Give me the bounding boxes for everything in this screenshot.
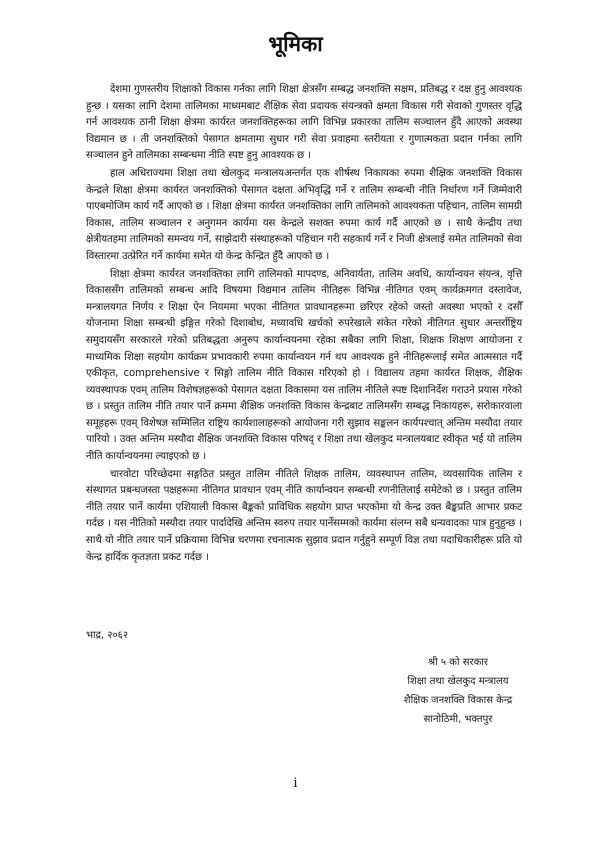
paragraph-2: हाल अधिराज्यमा शिक्षा तथा खेलकुद मन्त्रालयअन्तर्गत एक शीर्षस्थ निकायका रुपमा शैक्षिक जनशक्ति विकास केन्द्रले शिक्षा क्षेत्रमा कार्यरत जनशक्तिको पेसागत दक्षता अभिवृद्धि गर्ने र तालिम सम्बन्धी नीति निर्धारण गर्ने जिम्मेवारी पाएबमोजिम कार्य गर्दै आएको छ । शिक्षा क्षेत्रमा कार्यरत जनशक्तिका लागि तालिमको आवश्यकता पहिचान, तालिम सामग्री विकास, तालिम सञ्चालन र अनुगमन कार्यमा यस केन्द्रले सशक्त रुपमा कार्य गर्दै आएको छ । साथै केन्द्रीय तथा क्षेत्रीयतहमा तालिमको समन्वय गर्ने, साझेदारी संस्थाहरूको पहिचान गरी सहकार्य गर्ने र निजी क्षेत्रलाई समेत तालिमको सेवा विस्तारमा उत्प्रेरित गर्ने कार्यमा समेत यो केन्द्र केन्द्रित हुँदै आएको छ ।: [86, 167, 522, 262]
preface-body: [86, 82, 522, 567]
paragraph-4: चारवोटा परिच्छेदमा सङ्गठित प्रस्तुत तालिम नीतिले शिक्षक तालिम, व्यवस्थापन तालिम, व्यवसायिक तालिम र संस्थागत प्रबन्धजस्ता पक्षहरूमा नीतिगत प्रावधान एवम् नीति कार्यान्वयन सम्बन्धी रणनीतिलाई समेटेको छ । प्रस्तुत तालिम नीति तयार पार्ने कार्यमा एशियाली विकास बैङ्कको प्राविधिक सहयोग प्राप्त भएकोमा यो केन्द्र उक्त बैङ्कप्रति आभार प्रकट गर्दछ । यस नीतिको मस्यौदा तयार पार्दादेखि अन्तिम स्वरुप तयार पार्नेसम्मको कार्यमा संलग्न सबै धन्यवादका पात्र हुनुहुन्छ । साथै यो नीति तयार पार्ने प्रक्रियामा विभिन्न चरणमा रचनात्मक सुझाव प्रदान गर्नुहुने सम्पूर्ण विज्ञ तथा पदाधिकारीहरू प्रति यो केन्द्र हार्दिक कृतज्ञता प्रकट गर्दछ ।: [86, 468, 522, 563]
signature-line-center: शैक्षिक जनशक्ति विकास केन्द्र: [403, 695, 513, 706]
paragraph-1: देशमा गुणस्तरीय शिक्षाको विकास गर्नका लागि शिक्षा क्षेत्रसँग सम्बद्ध जनशक्ति सक्षम, प्रतिबद्ध र दक्ष हुनु आवश्यक हुन्छ । यसका लागि देशमा तालिमका माध्यमबाट शैक्षिक सेवा प्रदायक संयन्त्रको क्षमता विकास गरी सेवाको गुणस्तर वृद्धि गर्न आवश्यक ठानी शिक्षा क्षेत्रमा कार्यरत जनशक्तिहरूका लागि विभिन्न प्रकारका तालिम सञ्चालन हुँदै आएको अवस्था विद्यमान छ । ती जनशक्तिको पेसागत क्षमतामा सुधार गरी सेवा प्रवाहमा स्तरीयता र गुणात्मकता प्रदान गर्नका लागि सञ्चालन हुने तालिमका सम्बन्धमा नीति स्पष्ट हुनु आवश्यक छ ।: [86, 84, 522, 162]
paragraph-3: शिक्षा क्षेत्रमा कार्यरत जनशक्तिका लागि तालिमको मापदण्ड, अनिवार्यता, तालिम अवधि, कार्यान्वयन संयन्त्र, वृत्ति विकाससँग तालिमको सम्बन्ध आदि विषयमा विद्यमान तालिम नीतिहरू विभिन्न नीतिगत एवम् कार्यक्रमगत दस्तावेज, मन्त्रालयगत निर्णय र शिक्षा ऐन नियममा भएका नीतिगत प्रावधानहरूमा छरिएर रहेको जस्तो अवस्था भएको र दसौँ योजनामा शिक्षा सम्बन्धी इङ्गित गरेको दिशाबोध, मध्यावधि खर्चको रुपरेखाले संकेत गरेको नीतिगत सुधार अन्तर्राष्ट्रिय समुदायसँग सरकारले गरेको प्रतिबद्धता अनुरुप कार्यान्वयनमा रहेका सबैका लागि शिक्षा, शिक्षक शिक्षण आयोजना र माध्यमिक शिक्षा सहयोग कार्यक्रम प्रभावकारी रुपमा कार्यान्वयन गर्न थप आवश्यक हुने नीतिहरूलाई समेत आत्मसात गर्दै एकीकृत, comprehensive र सिङ्गो तालिम नीति विकास गरिएको हो । विद्यालय तहमा कार्यरत शिक्षक, शैक्षिक व्यवस्थापक एवम् तालिम विशेषज्ञहरूको पेसागत दक्षता विकासमा यस तालिम नीतिले स्पष्ट दिशानिर्देश गराउने प्रयास गरेको छ । प्रस्तुत तालिम नीति तयार पार्ने क्रममा शैक्षिक जनशक्ति विकास केन्द्रबाट तालिमसँग सम्बद्ध निकायहरू, सरोकारवाला समूहहरू एवम् विशेषज्ञ सम्मिलित राष्ट्रिय कार्यशालाहरूको आयोजना गरी सुझाव सङ्कलन कार्यपश्चात् अन्तिम मस्यौदा तयार पारियो । उक्त अन्तिम मस्यौदा शैक्षिक जनशक्ति विकास परिषद् र शिक्षा तथा खेलकुद मन्त्रालयबाट स्वीकृत भई यो तालिम नीति कार्यान्वयनमा ल्याइएको छ ।: [86, 268, 522, 463]
document-date: भाद्र, २०६२: [86, 630, 129, 641]
signature-line-government: श्री ५ को सरकार: [428, 657, 488, 668]
signature-line-ministry: शिक्षा तथा खेलकुद मन्त्रालय: [407, 676, 509, 687]
page-number: i: [293, 776, 298, 791]
signature-block: [388, 653, 528, 729]
page-title: भूमिका: [268, 32, 323, 56]
signature-line-address: सानोठिमी, भक्तपुर: [423, 714, 493, 725]
